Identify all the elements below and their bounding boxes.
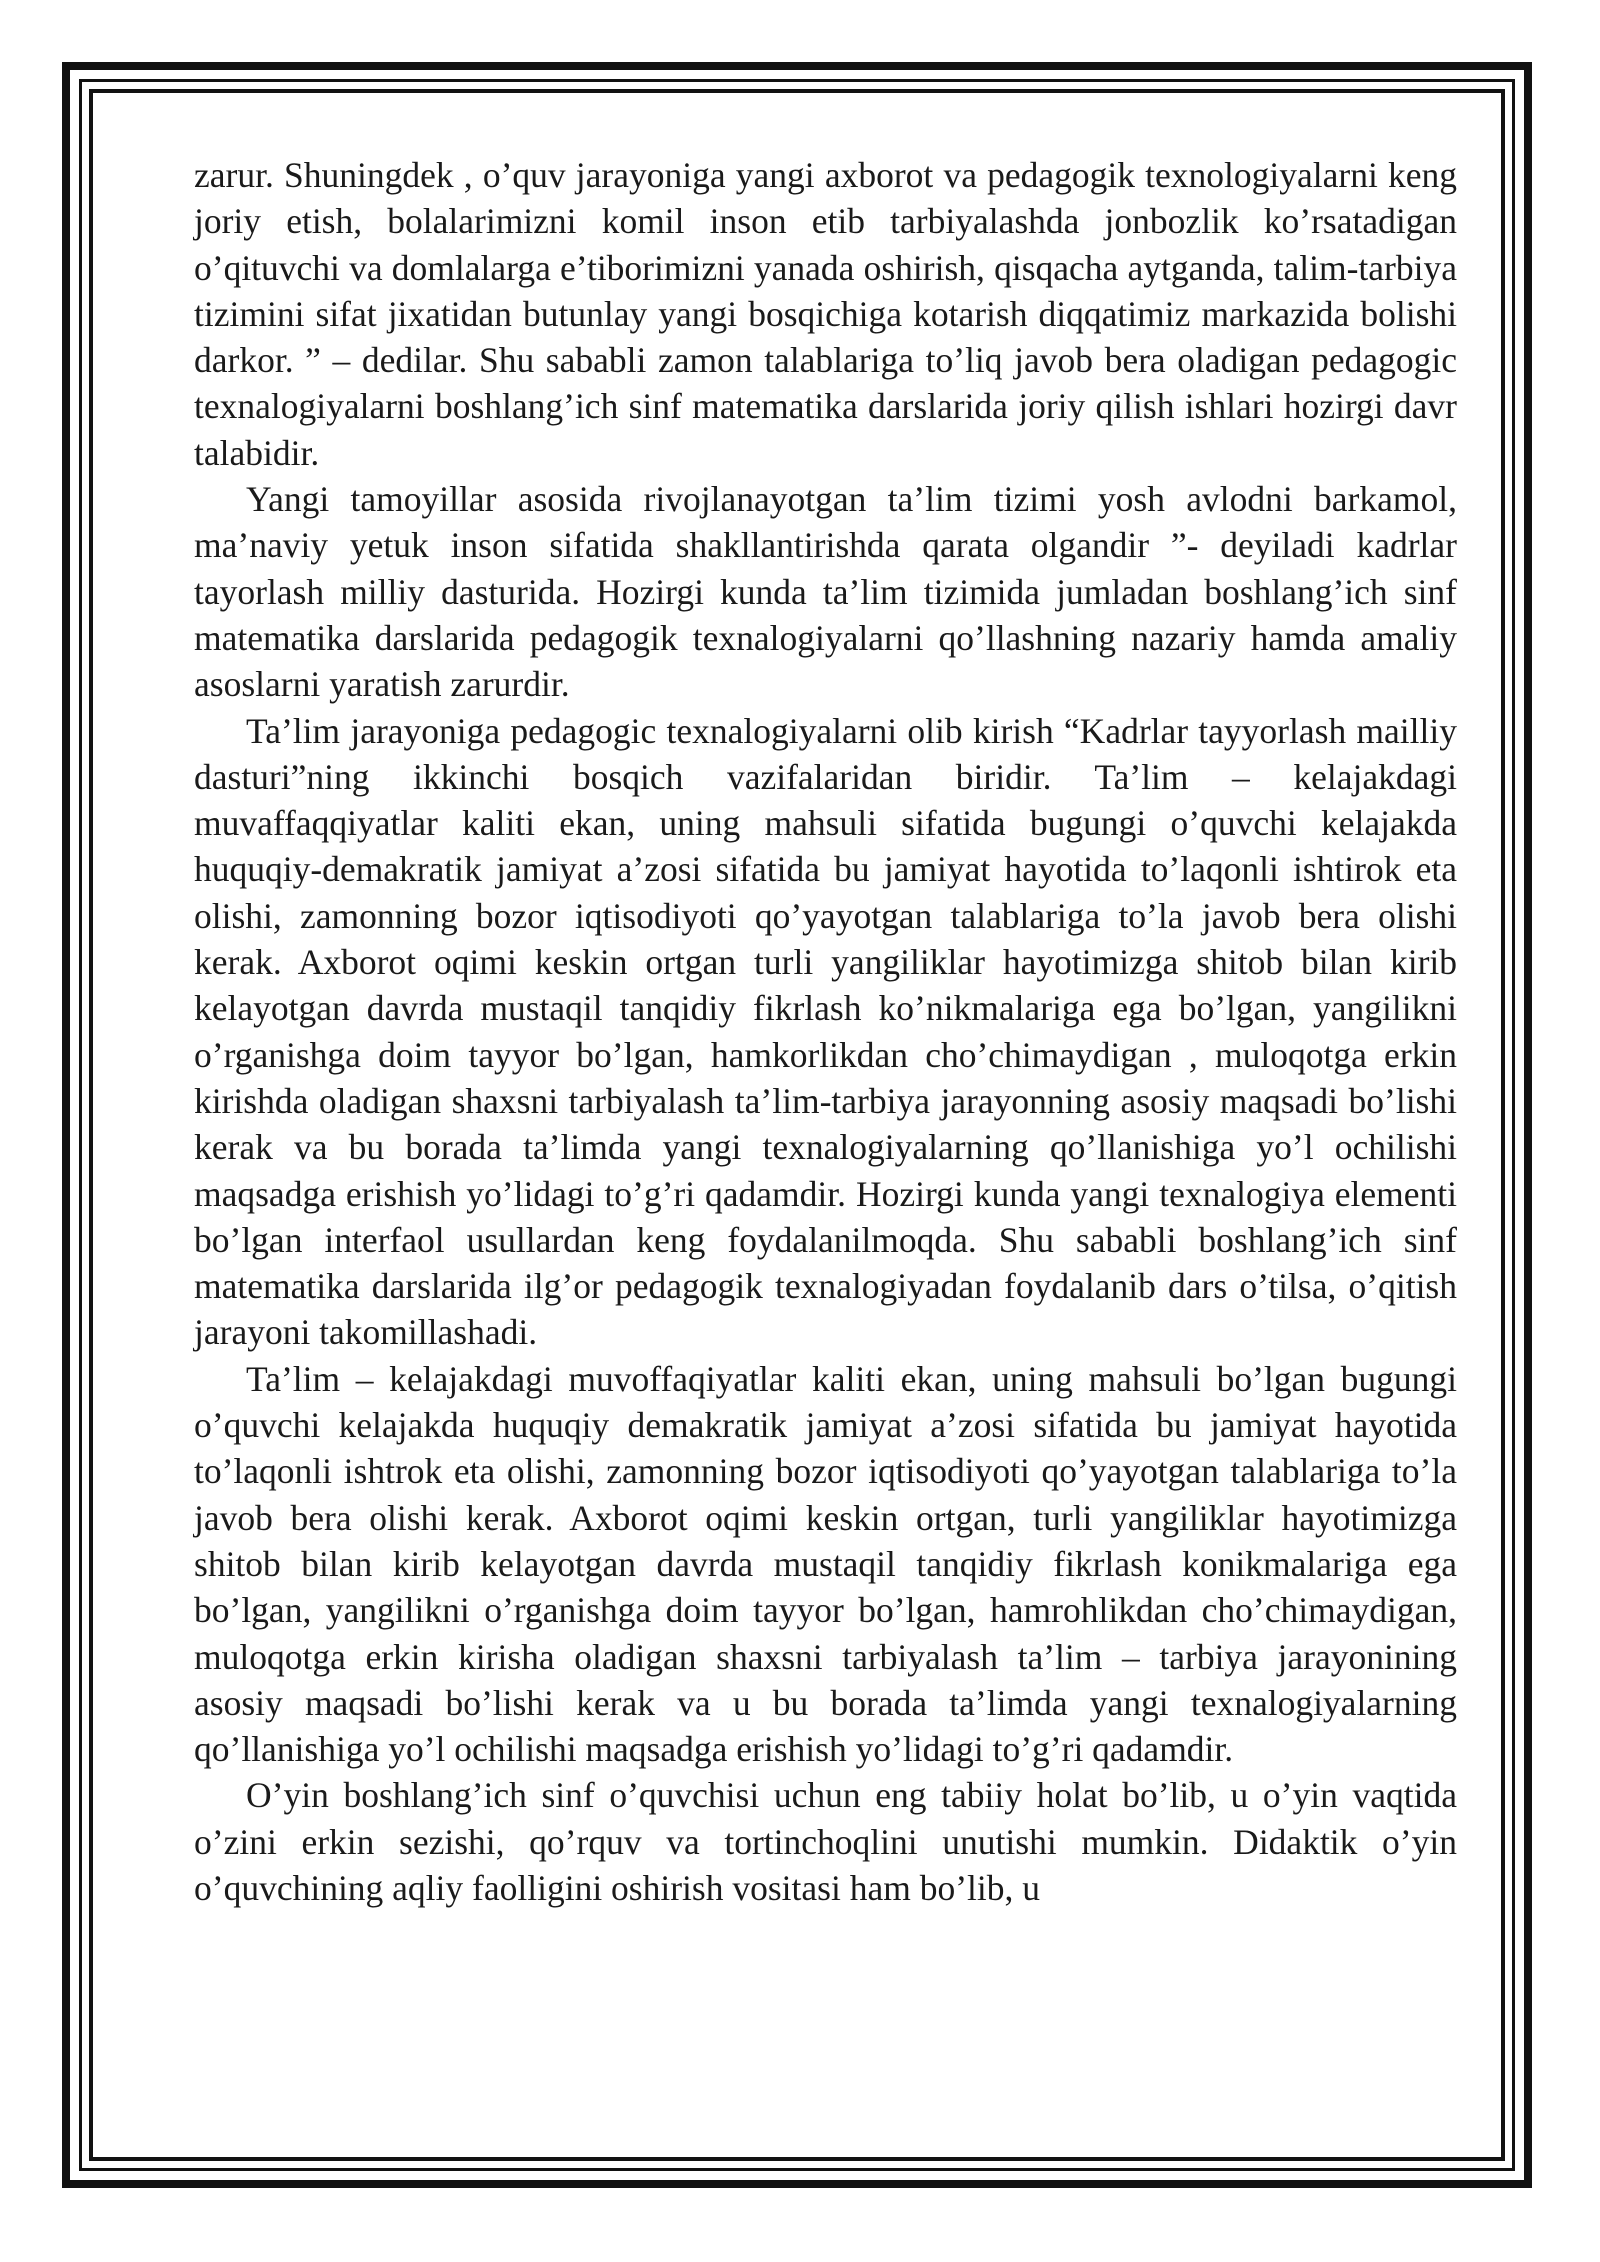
paragraph: Ta’lim jarayoniga pedagogic texnalogiyalarni olib kirish “Kadrlar tayyorlash mailliy dasturi”ning ikkinchi bosqich vazifalaridan biridir. Ta’lim – kelajakdagi muvaffaqqiyatlar kaliti ekan, uning mahsuli sifatida bugungi o’quvchi kelajakda huquqiy-demakratik jamiyat a’zosi sifatida bu jamiyat hayotida to’laqonli ishtirok eta olishi, zamonning bozor iqtisodiyoti qo’yayotgan talablariga to’la javob bera olishi kerak. Axborot oqimi keskin ortgan turli yangiliklar hayotimizga shitob bilan kirib kelayotgan davrda mustaqil tanqidiy fikrlash ko’nikmalariga ega bo’lgan, yangilikni o’rganishga doim tayyor bo’lgan, hamkorlikdan cho’chimaydigan , muloqotga erkin kirishda oladigan shaxsni tarbiyalash ta’lim-tarbiya jarayonning asosiy maqsadi bo’lishi kerak va bu borada ta’limda yangi texnalogiyalarning qo’llanishiga yo’l ochilishi maqsadga erishish yo’lidagi to’g’ri qadamdir. Hozirgi kunda yangi texnalogiya elementi bo’lgan interfaol usullardan keng foydalanilmoqda. Shu sababli boshlang’ich sinf matematika darslarida ilg’or pedagogik texnalogiyadan foydalanib dars o’tilsa, o’qitish jarayoni takomillashadi. [194, 710, 1457, 1353]
paragraph-continued: zarur. Shuningdek , o’quv jarayoniga yangi axborot va pedagogik texnologiyalarni keng joriy etish, bolalarimizni komil inson etib tarbiyalashda jonbozlik ko’rsatadigan o’qituvchi va domlalarga e’tiborimizni yanada oshirish, qisqacha aytganda, talim-tarbiya tizimini sifat jixatidan butunlay yangi bosqichiga kotarish diqqatimiz markazida bolishi darkor. ” – dedilar. Shu sababli zamon talablariga to’liq javob bera oladigan pedagogic texnalogiyalarni boshlang’ich sinf matematika darslarida joriy qilish ishlari hozirgi davr talabidir. [194, 155, 1457, 473]
paragraph: Yangi tamoyillar asosida rivojlanayotgan ta’lim tizimi yosh avlodni barkamol, ma’naviy yetuk inson sifatida shakllantirishda qarata olgandir ”- deyiladi kadrlar tayorlash milliy dasturida. Hozirgi kunda ta’lim tizimida jumladan boshlang’ich sinf matematika darslarida pedagogik texnalogiyalarni qo’llashning nazariy hamda amaliy asoslarni yaratish zarurdir. [194, 479, 1457, 705]
paragraph: O’yin boshlang’ich sinf o’quvchisi uchun eng tabiiy holat bo’lib, u o’yin vaqtida o’zini erkin sezishi, qo’rquv va tortinchoqlini unutishi mumkin. Didaktik o’yin o’quvchining aqliy faolligini oshirish vositasi ham bo’lib, u [194, 1775, 1457, 1908]
document-body [194, 152, 1457, 1911]
paragraph: Ta’lim – kelajakdagi muvoffaqiyatlar kaliti ekan, uning mahsuli bo’lgan bugungi o’quvchi kelajakda huquqiy demakratik jamiyat a’zosi sifatida bu jamiyat hayotida to’laqonli ishtrok eta olishi, zamonning bozor iqtisodiyoti qo’yayotgan talablariga to’la javob bera olishi kerak. Axborot oqimi keskin ortgan, turli yangiliklar hayotimizga shitob bilan kirib kelayotgan davrda mustaqil tanqidiy fikrlash konikmalariga ega bo’lgan, yangilikni o’rganishga doim tayyor bo’lgan, hamrohlikdan cho’chimaydigan, muloqotga erkin kirisha oladigan shaxsni tarbiyalash ta’lim – tarbiya jarayonining asosiy maqsadi bo’lishi kerak va u bu borada ta’limda yangi texnalogiyalarning qo’llanishiga yo’l ochilishi maqsadga erishish yo’lidagi to’g’ri qadamdir. [194, 1358, 1457, 1770]
